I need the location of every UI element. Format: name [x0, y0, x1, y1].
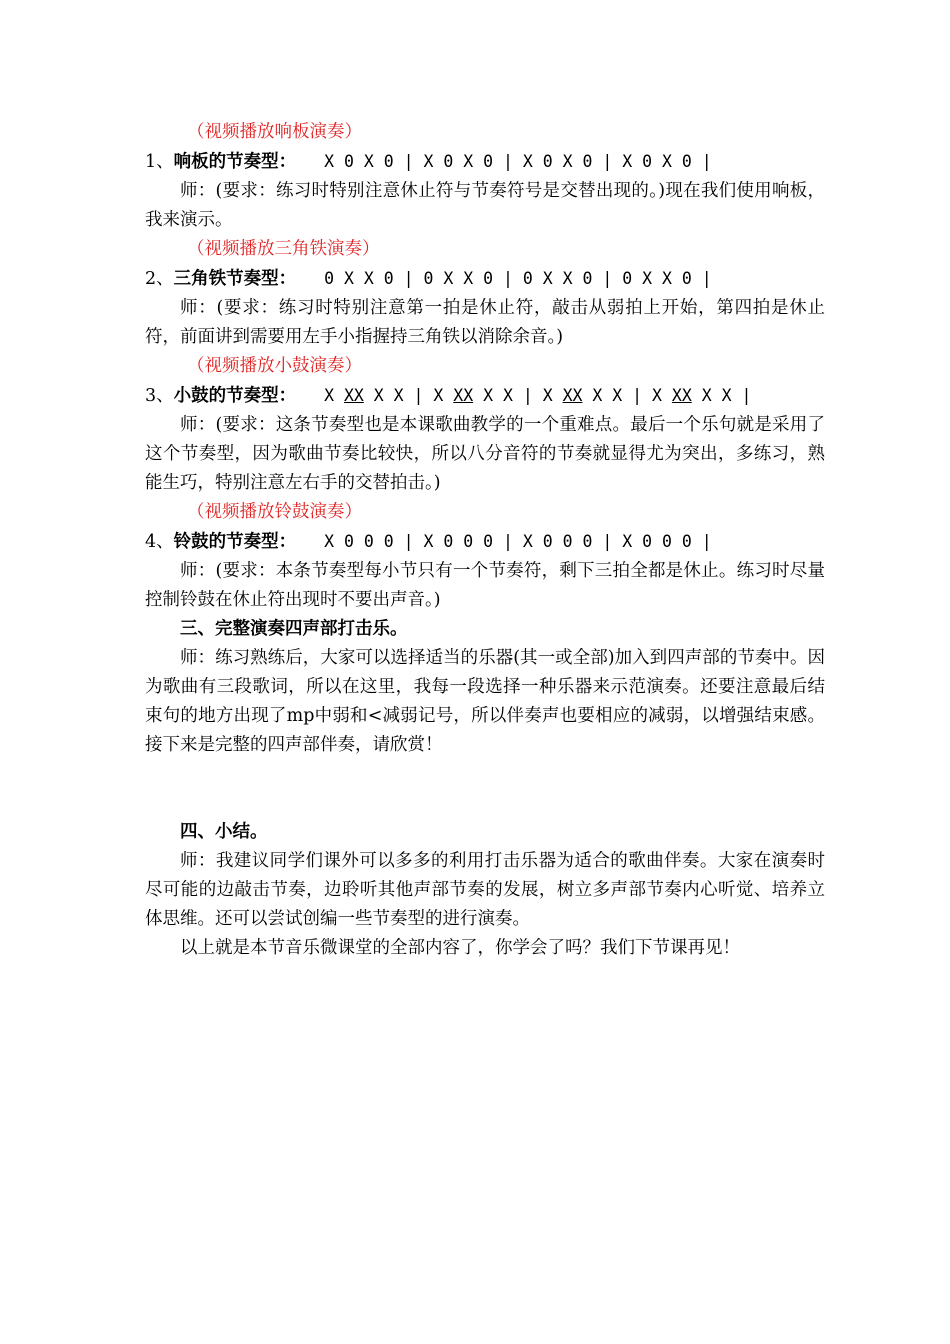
rhythm-line — [145, 147, 825, 177]
rhythm-note: XX — [343, 386, 364, 405]
rhythm-note: XX — [562, 386, 583, 405]
rhythm-note: X — [463, 269, 474, 288]
rhythm-note: X — [562, 269, 573, 288]
rhythm-note: X — [661, 152, 672, 171]
rhythm-note: 0 — [542, 532, 553, 551]
rhythm-note: 0 — [582, 532, 593, 551]
rhythm-note: X — [562, 152, 573, 171]
video-note: （视频播放响板演奏） — [187, 122, 362, 142]
rhythm-pattern: 0 X X 0 | 0 X X 0 | 0 X X 0 | 0 X X 0 | — [324, 269, 712, 288]
rhythm-line — [145, 381, 825, 411]
rhythm-note: X — [443, 269, 454, 288]
rhythm-note: 0 — [343, 152, 354, 171]
document-body — [145, 118, 825, 963]
rhythm-note: X — [433, 386, 444, 405]
rhythm-title: 铃鼓的节奏型： — [173, 532, 297, 552]
rhythm-note: 0 — [642, 532, 653, 551]
rhythm-note: 0 — [483, 532, 494, 551]
rhythm-note: 0 — [383, 152, 394, 171]
rhythm-note: X — [542, 269, 553, 288]
rhythm-note: X — [622, 152, 633, 171]
video-note: （视频播放铃鼓演奏） — [187, 502, 362, 522]
rhythm-note: X — [324, 532, 335, 551]
section-heading: 四、小结。 — [180, 822, 268, 842]
rhythm-note: 0 — [343, 532, 354, 551]
rhythm-note: X — [343, 269, 354, 288]
rhythm-note: X — [324, 386, 335, 405]
rhythm-note: X — [642, 269, 653, 288]
rhythm-note: 0 — [363, 532, 374, 551]
rhythm-note: X — [721, 386, 732, 405]
rhythm-note: X — [652, 386, 662, 405]
rhythm-note: X — [324, 152, 335, 171]
rhythm-note: X — [522, 152, 533, 171]
rhythm-line — [145, 527, 825, 557]
video-note: （视频播放小鼓演奏） — [187, 356, 362, 376]
rhythm-note: 0 — [423, 269, 434, 288]
rhythm-note: 0 — [483, 269, 494, 288]
rhythm-note: 0 — [642, 152, 653, 171]
paragraph: 师：(要求：练习时特别注意休止符与节奏符号是交替出现的。)现在我们使用响板，我来演示。 — [145, 181, 825, 230]
paragraph: 师：(要求：练习时特别注意第一拍是休止符，敲击从弱拍上开始，第四拍是休止符，前面讲到需要用左手小指握持三角铁以消除余音。) — [145, 298, 825, 347]
rhythm-note: X — [483, 386, 494, 405]
rhythm-line — [145, 264, 825, 294]
rhythm-note: 0 — [582, 152, 593, 171]
rhythm-note: 0 — [661, 532, 672, 551]
rhythm-title: 响板的节奏型： — [173, 152, 297, 172]
rhythm-note: 0 — [443, 152, 454, 171]
rhythm-title: 小鼓的节奏型： — [173, 386, 297, 406]
rhythm-note: 0 — [542, 152, 553, 171]
rhythm-note: 0 — [383, 269, 394, 288]
item-number: 3、 — [145, 386, 174, 406]
video-note: （视频播放三角铁演奏） — [187, 239, 380, 259]
section-heading: 三、完整演奏四声部打击乐。 — [180, 619, 408, 639]
rhythm-note: 0 — [483, 152, 494, 171]
rhythm-note: 0 — [681, 532, 692, 551]
paragraph: 师：(要求：本条节奏型每小节只有一个节奏符，剩下三拍全都是休止。练习时尽量控制铃鼓在休止符出现时不要出声音。) — [145, 561, 825, 610]
rhythm-note: 0 — [443, 532, 454, 551]
item-number: 2、 — [145, 269, 174, 289]
paragraph: 师：我建议同学们课外可以多多的利用打击乐器为适合的歌曲伴奏。大家在演奏时尽可能的边敲击节奏，边聆听其他声部节奏的发展，树立多声部节奏内心听觉、培养立体思维。还可以尝试创编一些节奏型的进行演奏。 — [145, 851, 825, 929]
rhythm-note: XX — [453, 386, 474, 405]
rhythm-note: X — [661, 269, 672, 288]
rhythm-note: X — [373, 386, 384, 405]
rhythm-note: 0 — [522, 269, 533, 288]
rhythm-note: X — [463, 152, 474, 171]
rhythm-note: X — [542, 386, 553, 405]
rhythm-note: 0 — [582, 269, 593, 288]
item-number: 4、 — [145, 532, 174, 552]
paragraph: 以上就是本节音乐微课堂的全部内容了，你学会了吗？我们下节课再见！ — [180, 938, 740, 958]
rhythm-note: 0 — [562, 532, 573, 551]
paragraph: 师：(要求：这条节奏型也是本课歌曲教学的一个重难点。最后一个乐句就是采用了这个节奏型，因为歌曲节奏比较快，所以八分音符的节奏就显得尤为突出，多练习，熟能生巧，特别注意左右手的交替拍击。) — [145, 415, 825, 493]
rhythm-note: 0 — [383, 532, 394, 551]
rhythm-note: X — [502, 386, 513, 405]
spacer — [145, 760, 825, 818]
rhythm-note: X — [522, 532, 533, 551]
rhythm-pattern: X XX X X | X XX X X | X XX X X | X XX X X | — [324, 386, 752, 405]
rhythm-pattern: X 0 0 0 | X 0 0 0 | X 0 0 0 | X 0 0 0 | — [324, 532, 712, 551]
rhythm-note: 0 — [622, 269, 633, 288]
rhythm-pattern: X 0 X 0 | X 0 X 0 | X 0 X 0 | X 0 X 0 | — [324, 152, 712, 171]
rhythm-note: X — [592, 386, 603, 405]
rhythm-note: 0 — [463, 532, 474, 551]
rhythm-note: X — [363, 269, 374, 288]
rhythm-note: X — [423, 532, 434, 551]
rhythm-note: 0 — [681, 269, 692, 288]
rhythm-note: X — [701, 386, 712, 405]
rhythm-note: 0 — [324, 269, 335, 288]
rhythm-note: 0 — [681, 152, 692, 171]
rhythm-note: XX — [671, 386, 692, 405]
rhythm-note: X — [363, 152, 374, 171]
paragraph: 师：练习熟练后，大家可以选择适当的乐器(其一或全部)加入到四声部的节奏中。因为歌曲有三段歌词，所以在这里，我每一段选择一种乐器来示范演奏。还要注意最后结束句的地方出现了mp中弱和<减弱记号，所以伴奏声也要相应的减弱，以增强结束感。接下来是完整的四声部伴奏，请欣赏！ — [145, 648, 825, 755]
rhythm-note: X — [423, 152, 434, 171]
rhythm-title: 三角铁节奏型： — [173, 269, 297, 289]
item-number: 1、 — [145, 152, 174, 172]
rhythm-note: X — [612, 386, 623, 405]
rhythm-note: X — [622, 532, 633, 551]
rhythm-note: X — [393, 386, 404, 405]
